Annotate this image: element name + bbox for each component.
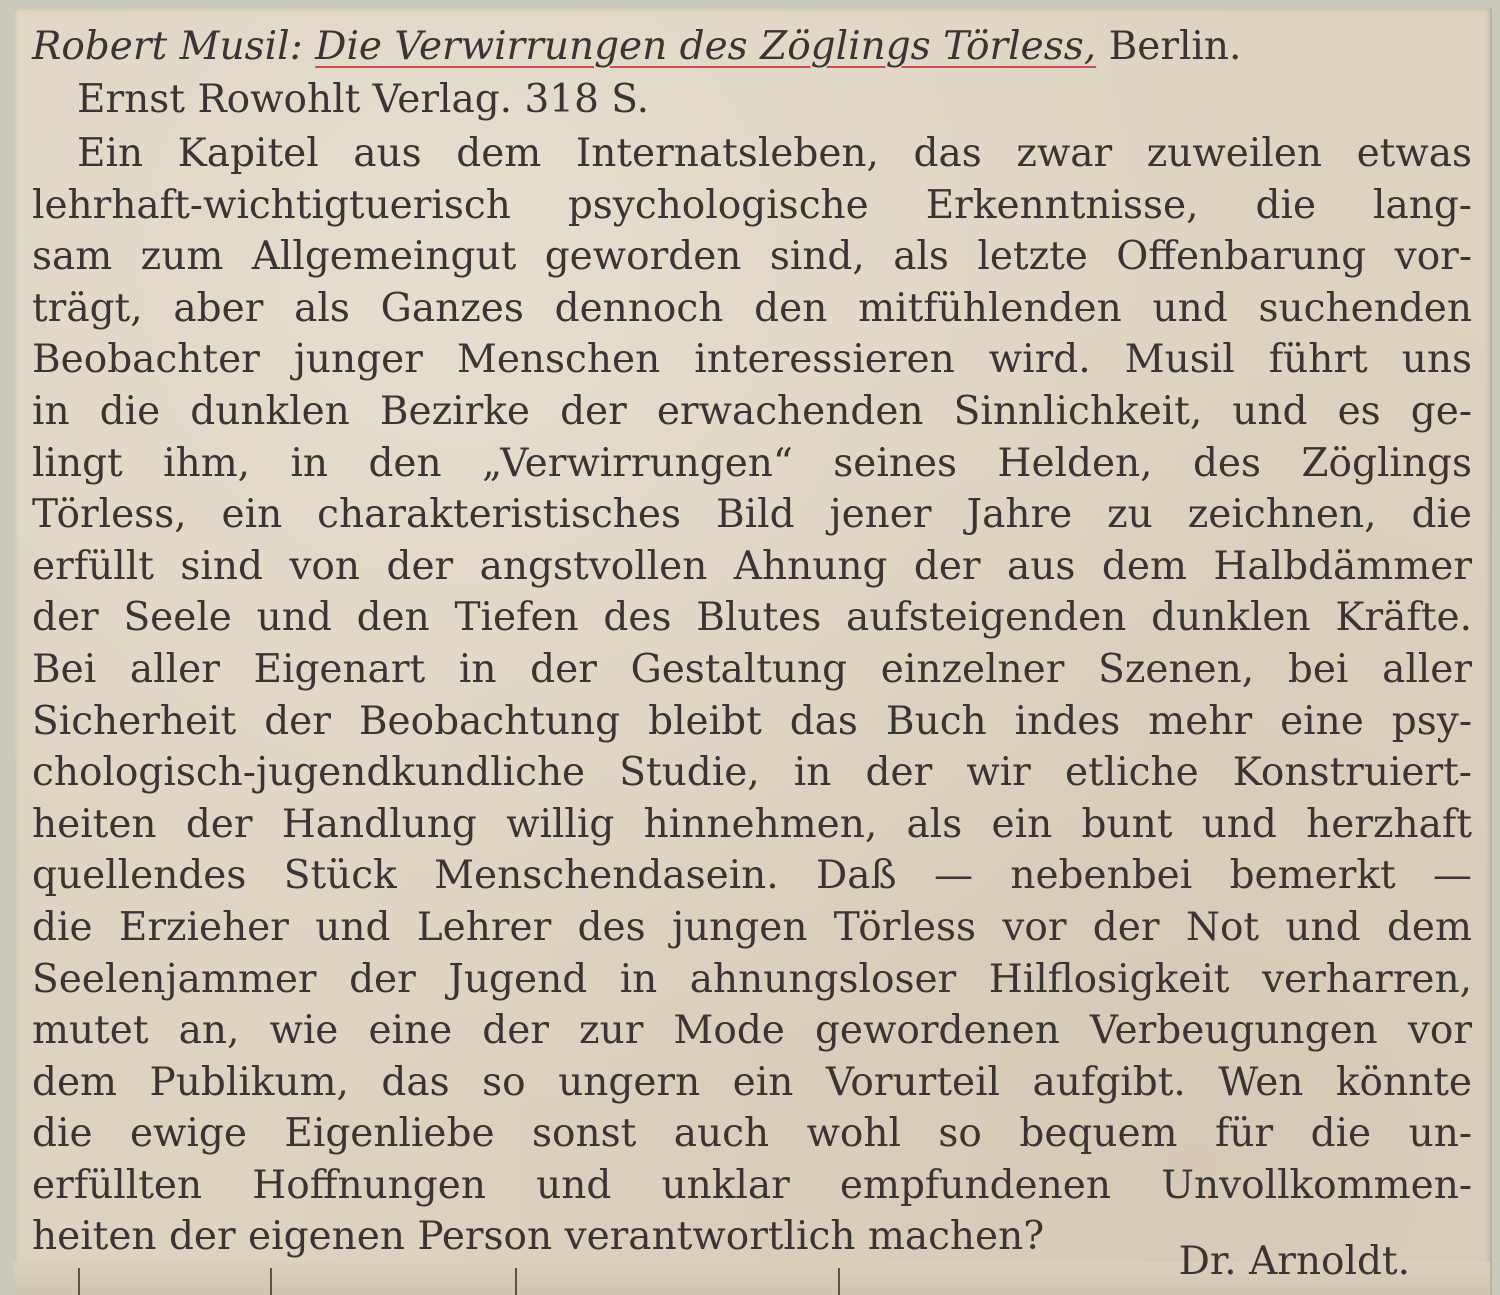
body-line: Törless, ein charakteristisches Bild jener Jahre zu zeichnen, die <box>32 492 1472 538</box>
body-line: sam zum Allgemeingut geworden sind, als letzte Offenbarung vor- <box>32 234 1472 280</box>
body-line: erfüllten Hoffnungen und unklar empfundenen Unvollkommen- <box>32 1162 1472 1208</box>
body-line: chologisch-jugendkundliche Studie, in der wir etliche Konstruiert- <box>32 750 1472 796</box>
body-line: mutet an, wie eine der zur Mode gewordenen Verbeugungen vor <box>32 1008 1472 1054</box>
body-line: Seelenjammer der Jugend in ahnungsloser Hilflosigkeit verharren, <box>32 956 1472 1002</box>
body-line: die Erzieher und Lehrer des jungen Törless vor der Not und dem <box>32 904 1472 950</box>
ruler-tick <box>515 1268 517 1295</box>
body-line: heiten der Handlung willig hinnehmen, als ein bunt und herzhaft <box>32 801 1472 847</box>
body-line: Ein Kapitel aus dem Internatsleben, das zwar zuweilen etwas <box>77 131 1472 176</box>
body-line: Sicherheit der Beobachtung bleibt das Buch indes mehr eine psy- <box>32 698 1472 744</box>
body-line: dem Publikum, das so ungern ein Vorurteil aufgibt. Wen könnte <box>32 1059 1472 1105</box>
body-line: der Seele und den Tiefen des Blutes aufsteigenden dunklen Kräfte. <box>32 595 1472 641</box>
publication-place: Berlin. <box>1108 24 1242 69</box>
body-line: heiten der eigenen Person verantwortlich machen? <box>32 1214 1045 1260</box>
review-body <box>32 128 1472 1263</box>
body-line: quellendes Stück Menschendasein. Daß — nebenbei bemerkt — <box>32 853 1472 899</box>
reviewer-signature: Dr. Arnoldt. <box>1178 1239 1410 1284</box>
book-title: Die Verwirrungen des Zöglings Törless, <box>315 24 1097 69</box>
bibliographic-heading <box>32 20 1472 74</box>
body-line: lehrhaft-wichtigtuerisch psychologische Erkenntnisse, die lang- <box>32 182 1472 228</box>
ruler-tick <box>78 1268 80 1295</box>
publisher-line: Ernst Rowohlt Verlag. 318 S. <box>77 77 650 122</box>
body-line: in die dunklen Bezirke der erwachenden Sinnlichkeit, und es ge- <box>32 388 1472 434</box>
ruler-tick <box>838 1268 840 1295</box>
author-name: Robert Musil: <box>32 24 303 69</box>
body-line: lingt ihm, in den „Verwirrungen“ seines Helden, des Zöglings <box>32 440 1472 486</box>
body-line: Beobachter junger Menschen interessieren wird. Musil führt uns <box>32 337 1472 383</box>
body-line: trägt, aber als Ganzes dennoch den mitfühlenden und suchenden <box>32 285 1472 331</box>
body-line: die ewige Eigenliebe sonst auch wohl so bequem für die un- <box>32 1111 1472 1157</box>
review-text <box>32 20 1472 1263</box>
body-line: erfüllt sind von der angstvollen Ahnung der aus dem Halbdämmer <box>32 543 1472 589</box>
ruler-tick <box>270 1268 272 1295</box>
body-line: Bei aller Eigenart in der Gestaltung einzelner Szenen, bei aller <box>32 646 1472 692</box>
